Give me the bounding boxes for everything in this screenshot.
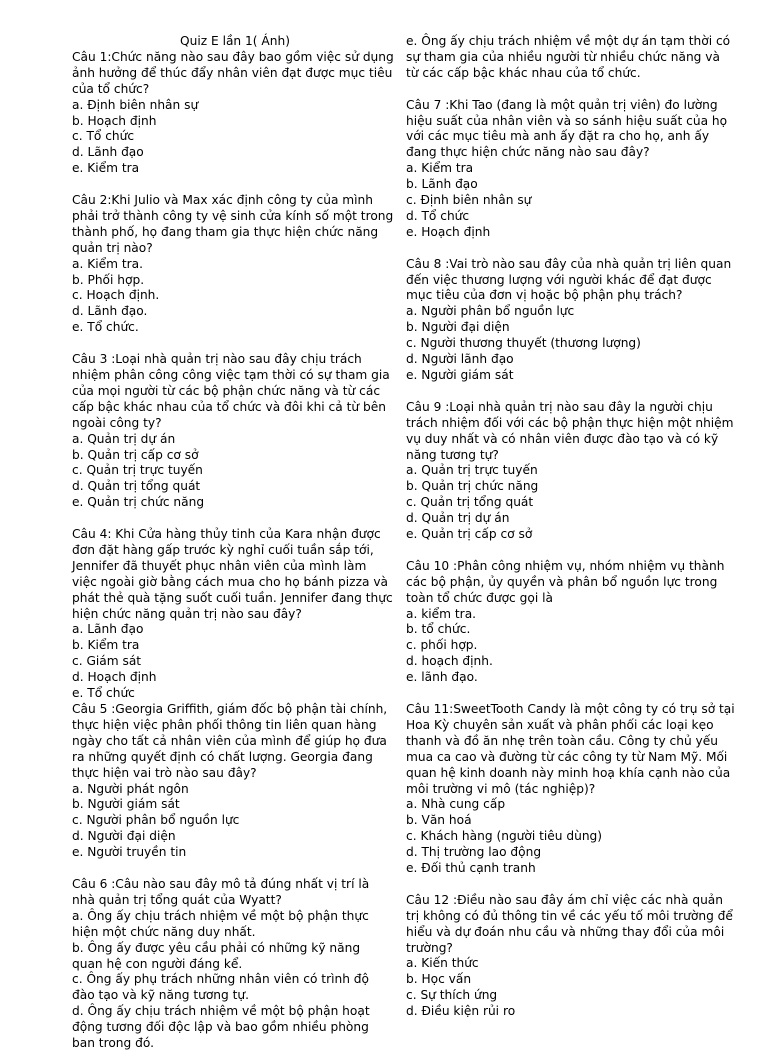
answer-option: b. Quản trị chức năng bbox=[406, 479, 539, 494]
answer-option: e. Hoạch định bbox=[406, 224, 491, 239]
answer-option: a. Người phân bổ nguồn lực bbox=[406, 304, 575, 319]
answer-option: a. Định biên nhân sự bbox=[72, 97, 199, 112]
answer-option: c. Hoạch định. bbox=[72, 288, 160, 303]
question-4 bbox=[72, 527, 394, 702]
answer-option: d. Thị trường lao động bbox=[406, 845, 542, 860]
question-text: Câu 1:Chức năng nào sau đây bao gồm việc sử dụng ảnh hưởng để thúc đẩy nhân viên đạt được mục tiêu của tổ chức? bbox=[72, 49, 394, 96]
answer-option: a. Ông ấy chịu trách nhiệm về một bộ phận thực hiện một chức năng duy nhất. bbox=[72, 908, 369, 939]
question-text: Câu 11:SweetTooth Candy là một công ty có trụ sở tại Hoa Kỳ chuyên sản xuất và phân phối các loại kẹo thanh và đồ ăn nhẹ trên toàn cầu. Công ty chủ yếu mua ca cao và đường từ các công ty từ Nam Mỹ. Mối quan hệ kinh doanh này minh hoạ khía cạnh nào của môi trường vi mô (tác nghiệp)? bbox=[406, 701, 735, 796]
question-6 bbox=[72, 877, 394, 1052]
answer-option: c. Người thương thuyết (thương lượng) bbox=[406, 336, 641, 351]
answer-option: d. Quản trị tổng quát bbox=[72, 479, 201, 494]
answer-option: a. kiểm tra. bbox=[406, 606, 477, 621]
answer-option: b. Văn hoá bbox=[406, 813, 472, 828]
answer-option: a. Người phát ngôn bbox=[72, 781, 189, 796]
answer-option: c. Tổ chức bbox=[72, 129, 135, 144]
answer-option: d. Điều kiện rủi ro bbox=[406, 1004, 516, 1019]
answer-option: e. Tổ chức. bbox=[72, 320, 139, 335]
question-6-continued bbox=[406, 34, 736, 82]
answer-option: b. Người đại diện bbox=[406, 320, 510, 335]
answer-option: c. Giám sát bbox=[72, 654, 142, 669]
answer-option: c. Sự thích ứng bbox=[406, 988, 498, 1003]
answer-option: c. Khách hàng (người tiêu dùng) bbox=[406, 829, 603, 844]
question-text: Câu 12 :Điều nào sau đây ám chỉ việc các nhà quản trị không có đủ thông tin về các yếu tố môi trường để hiểu và dự đoán nhu cầu và những thay đổi của môi trường? bbox=[406, 892, 733, 955]
answer-option: b. Học vấn bbox=[406, 972, 472, 987]
answer-option: d. Tổ chức bbox=[406, 208, 470, 223]
question-7 bbox=[406, 98, 736, 241]
answer-option: e. Người truyền tin bbox=[72, 845, 187, 860]
answer-option: e. Đối thủ cạnh tranh bbox=[406, 861, 536, 876]
answer-option: e. Người giám sát bbox=[406, 368, 514, 382]
left-column bbox=[72, 34, 394, 1052]
question-text: Câu 8 :Vai trò nào sau đây của nhà quản trị liên quan đến việc thương lượng với người khác để đạt được mục tiêu của đơn vị hoặc bộ phận phụ trách? bbox=[406, 256, 732, 303]
answer-option: d. Quản trị dự án bbox=[406, 511, 510, 526]
answer-option: e. lãnh đạo. bbox=[406, 670, 478, 685]
question-5 bbox=[72, 702, 394, 861]
answer-option: c. phối hợp. bbox=[406, 638, 478, 653]
question-2 bbox=[72, 193, 394, 336]
answer-option: c. Người phân bổ nguồn lực bbox=[72, 813, 240, 828]
answer-option: b. Kiểm tra bbox=[72, 638, 140, 653]
answer-option: c. Ông ấy phụ trách những nhân viên có trình độ đào tạo và kỹ năng tương tự. bbox=[72, 972, 369, 1003]
answer-option: e. Tổ chức bbox=[72, 686, 135, 701]
answer-option: c. Quản trị tổng quát bbox=[406, 495, 534, 510]
answer-option: b. tổ chức. bbox=[406, 622, 471, 637]
question-9 bbox=[406, 400, 736, 543]
question-10 bbox=[406, 559, 736, 686]
question-1 bbox=[72, 50, 394, 177]
question-text: Câu 9 :Loại nhà quản trị nào sau đây la người chịu trách nhiệm đối với các bộ phận thực hiện một nhiệm vụ duy nhất và có nhân viên được đào tạo và có kỹ năng tương tự? bbox=[406, 399, 734, 462]
answer-option: a. Kiến thức bbox=[406, 956, 479, 971]
question-text: Câu 10 :Phân công nhiệm vụ, nhóm nhiệm vụ thành các bộ phận, ủy quyền và phân bổ nguồn lực trong toàn tổ chức được gọi là bbox=[406, 558, 725, 605]
answer-option: e. Quản trị cấp cơ sở bbox=[406, 527, 533, 542]
question-text: Câu 6 :Câu nào sau đây mô tả đúng nhất vị trí là nhà quản trị tổng quát của Wyatt? bbox=[72, 876, 370, 907]
answer-option: d. Ông ấy chịu trách nhiệm về một bộ phận hoạt động tương đối độc lập và bao gồm nhiều phòng ban trong đó. bbox=[72, 1004, 370, 1051]
question-8 bbox=[406, 257, 736, 384]
answer-option: e. Ông ấy chịu trách nhiệm về một dự án tạm thời có sự tham gia của nhiều người từ nhiều chức năng và từ các cấp bậc khác nhau của tổ chức. bbox=[406, 34, 731, 80]
question-text: Câu 5 :Georgia Griffith, giám đốc bộ phận tài chính, thực hiện việc phân phối thông tin liên quan hàng ngày cho tất cả nhân viên của mình để giúp họ đưa ra những quyết định có chất lượng. Georgia đang thực hiện vai trò nào sau đây? bbox=[72, 702, 388, 780]
answer-option: c. Quản trị trực tuyến bbox=[72, 463, 203, 478]
answer-option: a. Quản trị dự án bbox=[72, 431, 176, 446]
question-11 bbox=[406, 702, 736, 877]
answer-option: a. Lãnh đạo bbox=[72, 622, 144, 637]
right-column bbox=[406, 34, 736, 1020]
answer-option: b. Lãnh đạo bbox=[406, 177, 478, 192]
answer-option: a. Nhà cung cấp bbox=[406, 797, 506, 812]
answer-option: b. Hoạch định bbox=[72, 113, 157, 128]
answer-option: b. Phối hợp. bbox=[72, 272, 145, 287]
answer-option: d. Lãnh đạo. bbox=[72, 304, 148, 319]
question-3 bbox=[72, 352, 394, 511]
question-text: Câu 3 :Loại nhà quản trị nào sau đây chịu trách nhiệm phân công công việc tạm thời có sự tham gia của mọi người từ các bộ phận chức năng và từ các cấp bậc khác nhau của tổ chức và đôi khi cả từ bên ngoài công ty? bbox=[72, 352, 390, 430]
page-title: Quiz E lần 1( Ánh) bbox=[180, 34, 290, 48]
answer-option: b. Ông ấy được yêu cầu phải có những kỹ năng quan hệ con người đáng kể. bbox=[72, 940, 361, 971]
answer-option: d. Người đại diện bbox=[72, 829, 176, 844]
answer-option: a. Quản trị trực tuyến bbox=[406, 463, 538, 478]
answer-option: e. Quản trị chức năng bbox=[72, 495, 205, 510]
answer-option: d. hoạch định. bbox=[406, 654, 493, 669]
answer-option: b. Người giám sát bbox=[72, 797, 180, 812]
answer-option: b. Quản trị cấp cơ sở bbox=[72, 447, 199, 462]
question-text: Câu 2:Khi Julio và Max xác định công ty của mình phải trở thành công ty vệ sinh cửa kính số một trong thành phố, họ đang tham gia thực hiện chức năng quản trị nào? bbox=[72, 193, 394, 255]
answer-option: d. Hoạch định bbox=[72, 670, 157, 685]
answer-option: a. Kiểm tra bbox=[406, 161, 474, 176]
answer-option: e. Kiểm tra bbox=[72, 161, 140, 176]
answer-option: d. Lãnh đạo bbox=[72, 145, 144, 160]
question-text: Câu 4: Khi Cửa hàng thủy tinh của Kara nhận được đơn đặt hàng gấp trước kỳ nghỉ cuối tuần sắp tới, Jennifer đã thuyết phục nhân viên của mình làm việc ngoài giờ bằng cách mua cho họ bánh pizza và phát thẻ quà tặng suốt cuối tuần. Jennifer đang thực hiện chức năng quản trị nào sau đây? bbox=[72, 527, 393, 621]
answer-option: d. Người lãnh đạo bbox=[406, 352, 514, 367]
answer-option: a. Kiểm tra. bbox=[72, 256, 143, 271]
question-text: Câu 7 :Khi Tao (đang là một quản trị viên) đo lường hiệu suất của nhân viên và so sánh hiệu suất của họ với các mục tiêu mà anh ấy đặt ra cho họ, anh ấy đang thực hiện chức năng nào sau đây? bbox=[406, 97, 728, 160]
question-12 bbox=[406, 893, 736, 1020]
answer-option: c. Định biên nhân sự bbox=[406, 193, 532, 208]
